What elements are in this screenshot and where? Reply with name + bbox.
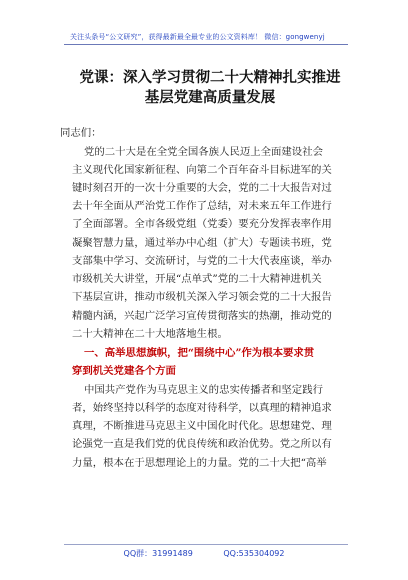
document-title-line-2: 基层党建高质量发展 [144,89,276,106]
body-line: 市级机关大讲堂，开展“点单式”党的二十大精神进机关 [72,273,322,285]
body-line: 去十年全面从严治党工作作了总结，对未来五年工作进行 [72,200,332,212]
header-divider [64,44,348,45]
body-line: 键时刻召开的一次十分重要的大会，党的二十大报告对过 [72,182,332,194]
body-line: 了全面部署。全市各级党组（党委）要充分发挥表率作用 [72,218,332,230]
header-banner [64,30,348,46]
body-line: 主义现代化国家新征程、向第二个百年奋斗目标进军的关 [72,164,332,176]
body-line: 真理，不断推进马克思主义中国化时代化。思想建党、理 [72,420,332,432]
footer-qq-group: QQ群：31991489 [123,549,193,558]
salutation: 同志们： [60,127,102,139]
header-banner-text: 关注头条号“公文研究”，获得最新最全最专业的公文资料库！ 微信：gongwenyj [70,33,325,41]
footer-contact [0,548,408,559]
section-heading-line-1: 一、高举思想旗帜，把“围绕中心”作为根本要求贯 [84,347,315,359]
body-line: 二十大精神在二十大地落地生根。 [72,328,228,340]
body-line: 力量，根本在于思想理论上的力量。党的二十大把“高举 [72,457,327,469]
footer-qq: QQ:535304092 [223,549,285,558]
body-line: 者，始终坚持以科学的态度对待科学，以真理的精神追求 [72,402,332,414]
document-title-line-1: 党课：深入学习贯彻二十大精神扎实推进 [79,69,341,86]
body-line: 精髓内涵，兴起广泛学习宣传贯彻落实的热潮，推动党的 [72,310,332,322]
footer-divider [64,544,348,545]
body-line: 党的二十大是在全党全国各族人民迈上全面建设社会 [84,146,323,158]
section-heading-line-2: 穿到机关党建各个方面 [72,365,176,377]
body-line: 支部集中学习、交流研讨，与党的二十大代表座谈，举办 [72,255,332,267]
body-line: 中国共产党作为马克思主义的忠实传播者和坚定践行 [84,384,323,396]
body-line: 下基层宣讲，推动市级机关深入学习领会党的二十大报告 [72,291,332,303]
body-line: 论强党一直是我们党的优良传统和政治优势。党之所以有 [72,438,332,450]
body-line: 凝聚智慧力量，通过举办中心组（扩大）专题读书班，党 [72,237,332,249]
